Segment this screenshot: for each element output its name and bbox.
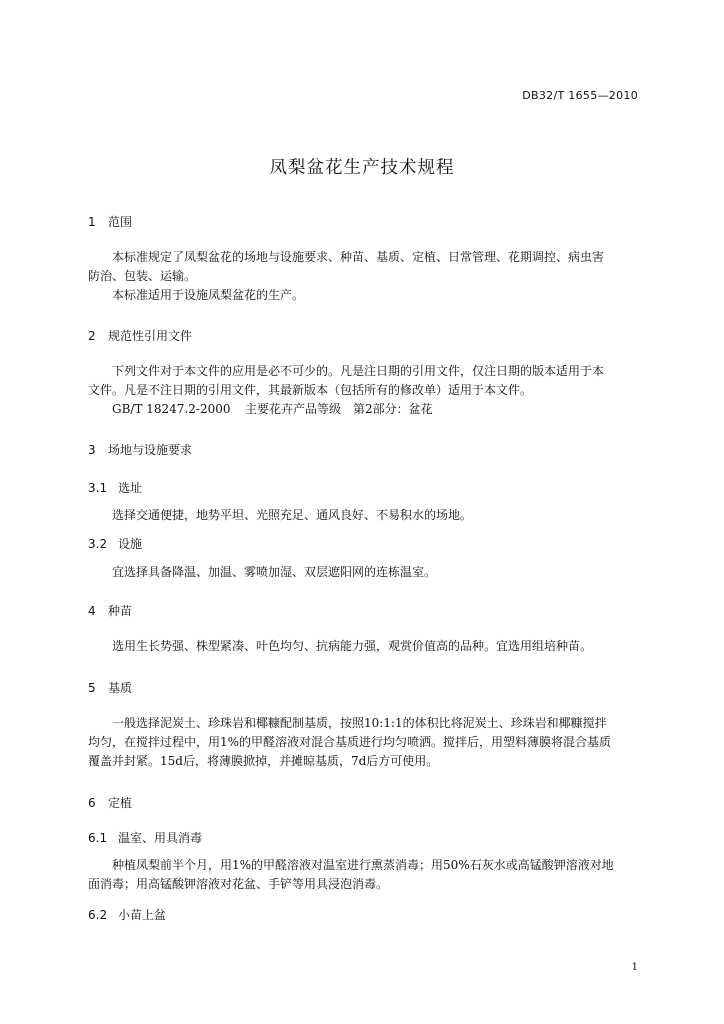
- paragraph-line: 宜选择具备降温、加温、雾喷加湿、双层遮阳网的连栋温室。: [112, 565, 437, 579]
- document-title: 凤梨盆花生产技术规程: [269, 158, 455, 178]
- section-title: 基质: [108, 681, 133, 695]
- paragraph-line: 本标准适用于设施凤梨盆花的生产。: [112, 288, 305, 302]
- reference-code: GB/T 18247.2-2000: [112, 402, 231, 416]
- section-title: 定植: [108, 796, 133, 810]
- paragraph-line: 下列文件对于本文件的应用是必不可少的。凡是注日期的引用文件，仅注日期的版本适用于本: [112, 364, 605, 378]
- section-1-paragraph-2: [88, 286, 640, 305]
- section-3-heading: [88, 441, 192, 458]
- section-number: 2: [88, 329, 96, 343]
- paragraph-line: 防治、包装、运输。: [88, 269, 197, 283]
- reference-title: 主要花卉产品等级 第2部分：盆花: [245, 402, 433, 416]
- section-number: 6.1: [88, 831, 108, 845]
- section-title: 选址: [118, 481, 143, 495]
- section-title: 种苗: [108, 604, 133, 618]
- paragraph-line: 选择交通便捷，地势平坦、光照充足、通风良好、不易积水的场地。: [112, 508, 473, 522]
- paragraph-line: 覆盖并封紧。15d后，将薄膜掀掉，并摊晾基质，7d后方可使用。: [88, 754, 439, 768]
- section-number: 1: [88, 215, 96, 229]
- paragraph-line: 均匀，在搅拌过程中，用1%的甲醛溶液对混合基质进行均匀喷洒。搅拌后，用塑料薄膜将混合基质: [88, 735, 612, 749]
- paragraph-line: 本标准规定了凤梨盆花的场地与设施要求、种苗、基质、定植、日常管理、花期调控、病虫害: [112, 250, 605, 264]
- section-3-1-heading: [88, 479, 142, 496]
- section-3-1-paragraph: [88, 506, 640, 525]
- section-title: 小苗上盆: [118, 908, 167, 922]
- section-title: 范围: [108, 215, 133, 229]
- paragraph-line: 面消毒；用高锰酸钾溶液对花盆、手铲等用具浸泡消毒。: [88, 877, 389, 891]
- section-4-heading: [88, 602, 132, 619]
- normative-reference: [88, 400, 640, 419]
- section-2-heading: [88, 327, 192, 344]
- section-number: 3: [88, 443, 96, 457]
- section-title: 场地与设施要求: [108, 443, 193, 457]
- page-number: 1: [631, 962, 638, 973]
- section-4-paragraph: [88, 637, 640, 656]
- section-number: 5: [88, 681, 96, 695]
- section-3-2-heading: [88, 535, 142, 552]
- paragraph-line: 文件。凡是不注日期的引用文件，其最新版本（包括所有的修改单）适用于本文件。: [88, 383, 533, 397]
- section-6-heading: [88, 794, 132, 811]
- paragraph-line: 种植凤梨前半个月，用1%的甲醛溶液对温室进行熏蒸消毒；用50%石灰水或高锰酸钾溶液对地: [112, 858, 614, 872]
- section-number: 3.2: [88, 537, 108, 551]
- section-6-2-heading: [88, 906, 166, 923]
- section-5-paragraph: [88, 714, 640, 771]
- section-1-paragraph-1: [88, 248, 640, 286]
- section-5-heading: [88, 679, 132, 696]
- section-2-paragraph-1: [88, 362, 640, 400]
- section-6-1-heading: [88, 829, 202, 846]
- paragraph-line: 选用生长势强、株型紧凑、叶色均匀、抗病能力强，观赏价值高的品种。宜选用组培种苗。: [112, 639, 593, 653]
- section-number: 3.1: [88, 481, 108, 495]
- document-code: DB32/T 1655—2010: [522, 89, 638, 102]
- section-1-heading: [88, 213, 132, 230]
- section-title: 温室、用具消毒: [118, 831, 203, 845]
- section-6-1-paragraph: [88, 856, 640, 894]
- reference-line: [88, 400, 640, 419]
- paragraph-line: 一般选择泥炭土、珍珠岩和椰糠配制基质，按照10:1:1的体积比将泥炭土、珍珠岩和椰糠搅拌: [112, 716, 607, 730]
- section-number: 6: [88, 796, 96, 810]
- section-title: 规范性引用文件: [108, 329, 193, 343]
- section-title: 设施: [118, 537, 143, 551]
- section-number: 4: [88, 604, 96, 618]
- section-3-2-paragraph: [88, 563, 640, 582]
- section-number: 6.2: [88, 908, 108, 922]
